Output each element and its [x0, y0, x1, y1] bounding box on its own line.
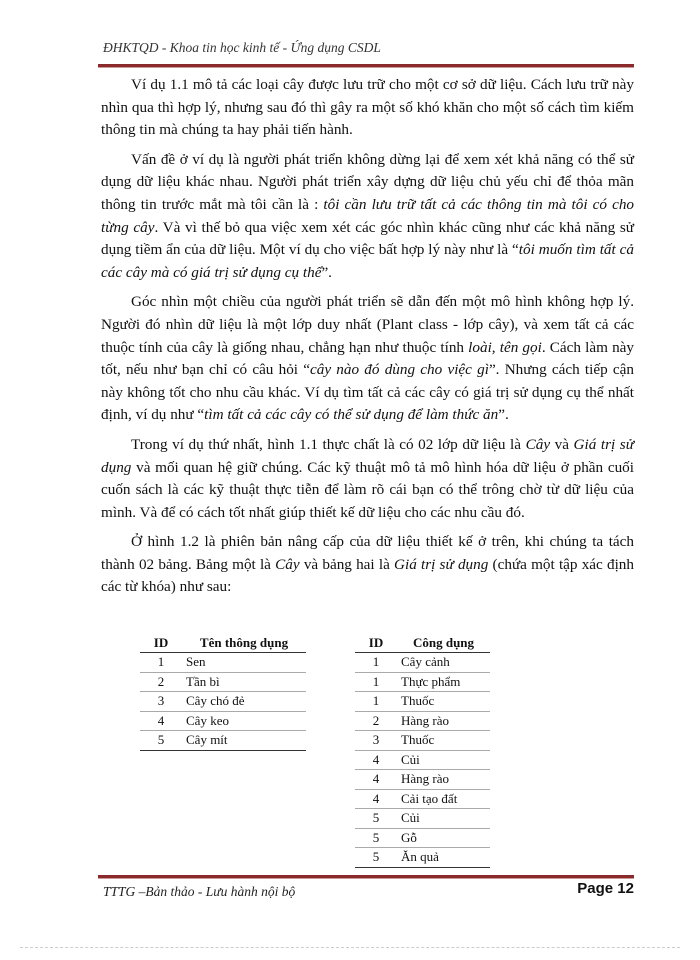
id-cell: 3: [140, 692, 182, 712]
page-header: ĐHKTQD - Khoa tin học kinh tế - Ứng dụng CSDL: [103, 40, 381, 55]
id-cell: 4: [355, 789, 397, 809]
italic-text: cây nào đó dùng cho việc gì: [310, 361, 489, 379]
id-cell: 1: [355, 653, 397, 673]
body-text: [101, 74, 634, 606]
plant-usage-table: [355, 634, 490, 868]
text-run: ”. Nhưng cách tiếp cận này không tốt cho nhu cầu khác. Ví dụ tìm tất cả các cây có giá trị sử dụng cụ thể nhất định, ví dụ như “: [101, 361, 635, 424]
table-row: [355, 711, 490, 731]
table-header: ID: [140, 634, 182, 653]
text-run: ”.: [321, 263, 332, 281]
header-rule: [98, 64, 634, 68]
italic-text: Cây: [525, 435, 551, 453]
table-row: [355, 692, 490, 712]
id-cell: 4: [140, 711, 182, 731]
italic-text: loài, tên gọi: [468, 338, 542, 356]
footer-rule: [98, 875, 634, 879]
text-run: và bảng hai là: [299, 555, 395, 573]
table-row: [140, 653, 306, 673]
text-run: (chứa một tập xác định các từ khóa) như sau:: [101, 555, 634, 596]
value-cell: Hàng rào: [397, 711, 490, 731]
value-cell: Cây mít: [182, 731, 306, 751]
paragraph: [101, 74, 634, 142]
table-row: [140, 731, 306, 751]
table-header: Công dụng: [397, 634, 490, 653]
text-run: ”.: [498, 406, 509, 424]
value-cell: Hàng rào: [397, 770, 490, 790]
value-cell: Gỗ: [397, 828, 490, 848]
text-run: Ví dụ 1.1 mô tả các loại cây được lưu trữ cho một cơ sở dữ liệu. Cách lưu trữ này nhìn qua thì hợp lý, nhưng sau đó thì gây ra một số khó khăn cho một số cách tìm kiếm thông tin mà chúng ta hay phải tiến hành.: [101, 76, 634, 139]
italic-text: Giá trị sử dụng: [394, 555, 489, 573]
value-cell: Thuốc: [397, 731, 490, 751]
id-cell: 2: [355, 711, 397, 731]
value-cell: Cây chó đẻ: [182, 692, 306, 712]
table-row: [355, 789, 490, 809]
paragraph: [101, 434, 634, 524]
value-cell: Củi: [397, 809, 490, 829]
id-cell: 1: [355, 692, 397, 712]
id-cell: 5: [355, 848, 397, 868]
paragraph: [101, 291, 634, 427]
value-cell: Củi: [397, 750, 490, 770]
table-row: [355, 750, 490, 770]
text-run: và mối quan hệ giữ chúng. Các kỹ thuật mô tả mô hình hóa dữ liệu ở phần cuối cuốn sách là các kỹ thuật thực tiễn để làm rõ cái bạn có thể trông chờ từ dữ liệu của mình. Và để có cách tốt nhất giúp thiết kế dữ liệu cho các nhu cầu đó.: [101, 458, 634, 521]
italic-text: Giá trị sử dụng: [101, 435, 634, 476]
id-cell: 4: [355, 750, 397, 770]
text-run: Vấn đề ở ví dụ là người phát triển không dừng lại để xem xét khả năng có thể sử dụng dữ liệu khác nhau. Người phát triển xây dựng dữ liệu chủ yếu chỉ để thỏa mãn thông tin trước mắt mà tôi cần là :: [101, 150, 634, 213]
value-cell: Thuốc: [397, 692, 490, 712]
paragraph: [101, 531, 634, 599]
id-cell: 3: [355, 731, 397, 751]
italic-text: tôi muốn tìm tất cả các cây mà có giá trị sử dụng cụ thể: [101, 241, 634, 281]
text-run: Góc nhìn một chiều của người phát triển sẽ dẫn đến một mô hình không hợp lý. Người đó nhìn dữ liệu là một lớp duy nhất (Plant class - lớp cây), và xem tất cả các thuộc tính của cây là giống nhau, chẳng hạn như thuộc tính: [101, 293, 634, 356]
value-cell: Tần bì: [182, 672, 306, 692]
table-row: [355, 672, 490, 692]
value-cell: Cây cảnh: [397, 653, 490, 673]
text-run: . Cách làm này tốt, nếu như bạn chỉ có câu hỏi “: [101, 338, 634, 379]
table-row: [355, 828, 490, 848]
table-row: [355, 809, 490, 829]
id-cell: 1: [355, 672, 397, 692]
italic-text: tôi cần lưu trữ tất cả các thông tin mà tôi có cho từng cây: [101, 195, 635, 236]
text-run: và: [550, 435, 574, 453]
table-row: [355, 731, 490, 751]
text-run: . Và vì thế bỏ qua việc xem xét các góc nhìn khác cũng như các khả năng sử dụng tiềm ẩn của dữ liệu. Một ví dụ cho việc bất hợp lý này như là “: [101, 218, 634, 259]
value-cell: Sen: [182, 653, 306, 673]
text-run: Trong ví dụ thứ nhất, hình 1.1 thực chất là có 02 lớp dữ liệu là: [131, 435, 526, 453]
page-footer: TTTG –Bản thảo - Lưu hành nội bộ: [103, 884, 296, 899]
table-header: ID: [355, 634, 397, 653]
value-cell: Ăn quả: [397, 848, 490, 868]
value-cell: Thực phẩm: [397, 672, 490, 692]
id-cell: 5: [140, 731, 182, 751]
italic-text: Cây: [275, 555, 300, 573]
table-row: [355, 848, 490, 868]
text-run: Ở hình 1.2 là phiên bản nâng cấp của dữ liệu thiết kế ở trên, khi chúng ta tách thành 02 bảng. Bảng một là: [101, 533, 634, 573]
table-row: [140, 672, 306, 692]
plant-name-table: [140, 634, 306, 751]
table-row: [140, 711, 306, 731]
value-cell: Cây keo: [182, 711, 306, 731]
paragraph: [101, 149, 634, 285]
page-boundary: [20, 947, 680, 948]
id-cell: 5: [355, 828, 397, 848]
table-header: Tên thông dụng: [182, 634, 306, 653]
table-row: [355, 770, 490, 790]
table-row: [140, 692, 306, 712]
id-cell: 4: [355, 770, 397, 790]
id-cell: 2: [140, 672, 182, 692]
italic-text: tìm tất cả các cây có thể sử dụng để làm thức ăn: [204, 406, 499, 424]
table-row: [355, 653, 490, 673]
page-number: Page 12: [577, 880, 634, 897]
id-cell: 5: [355, 809, 397, 829]
value-cell: Cải tạo đất: [397, 789, 490, 809]
id-cell: 1: [140, 653, 182, 673]
